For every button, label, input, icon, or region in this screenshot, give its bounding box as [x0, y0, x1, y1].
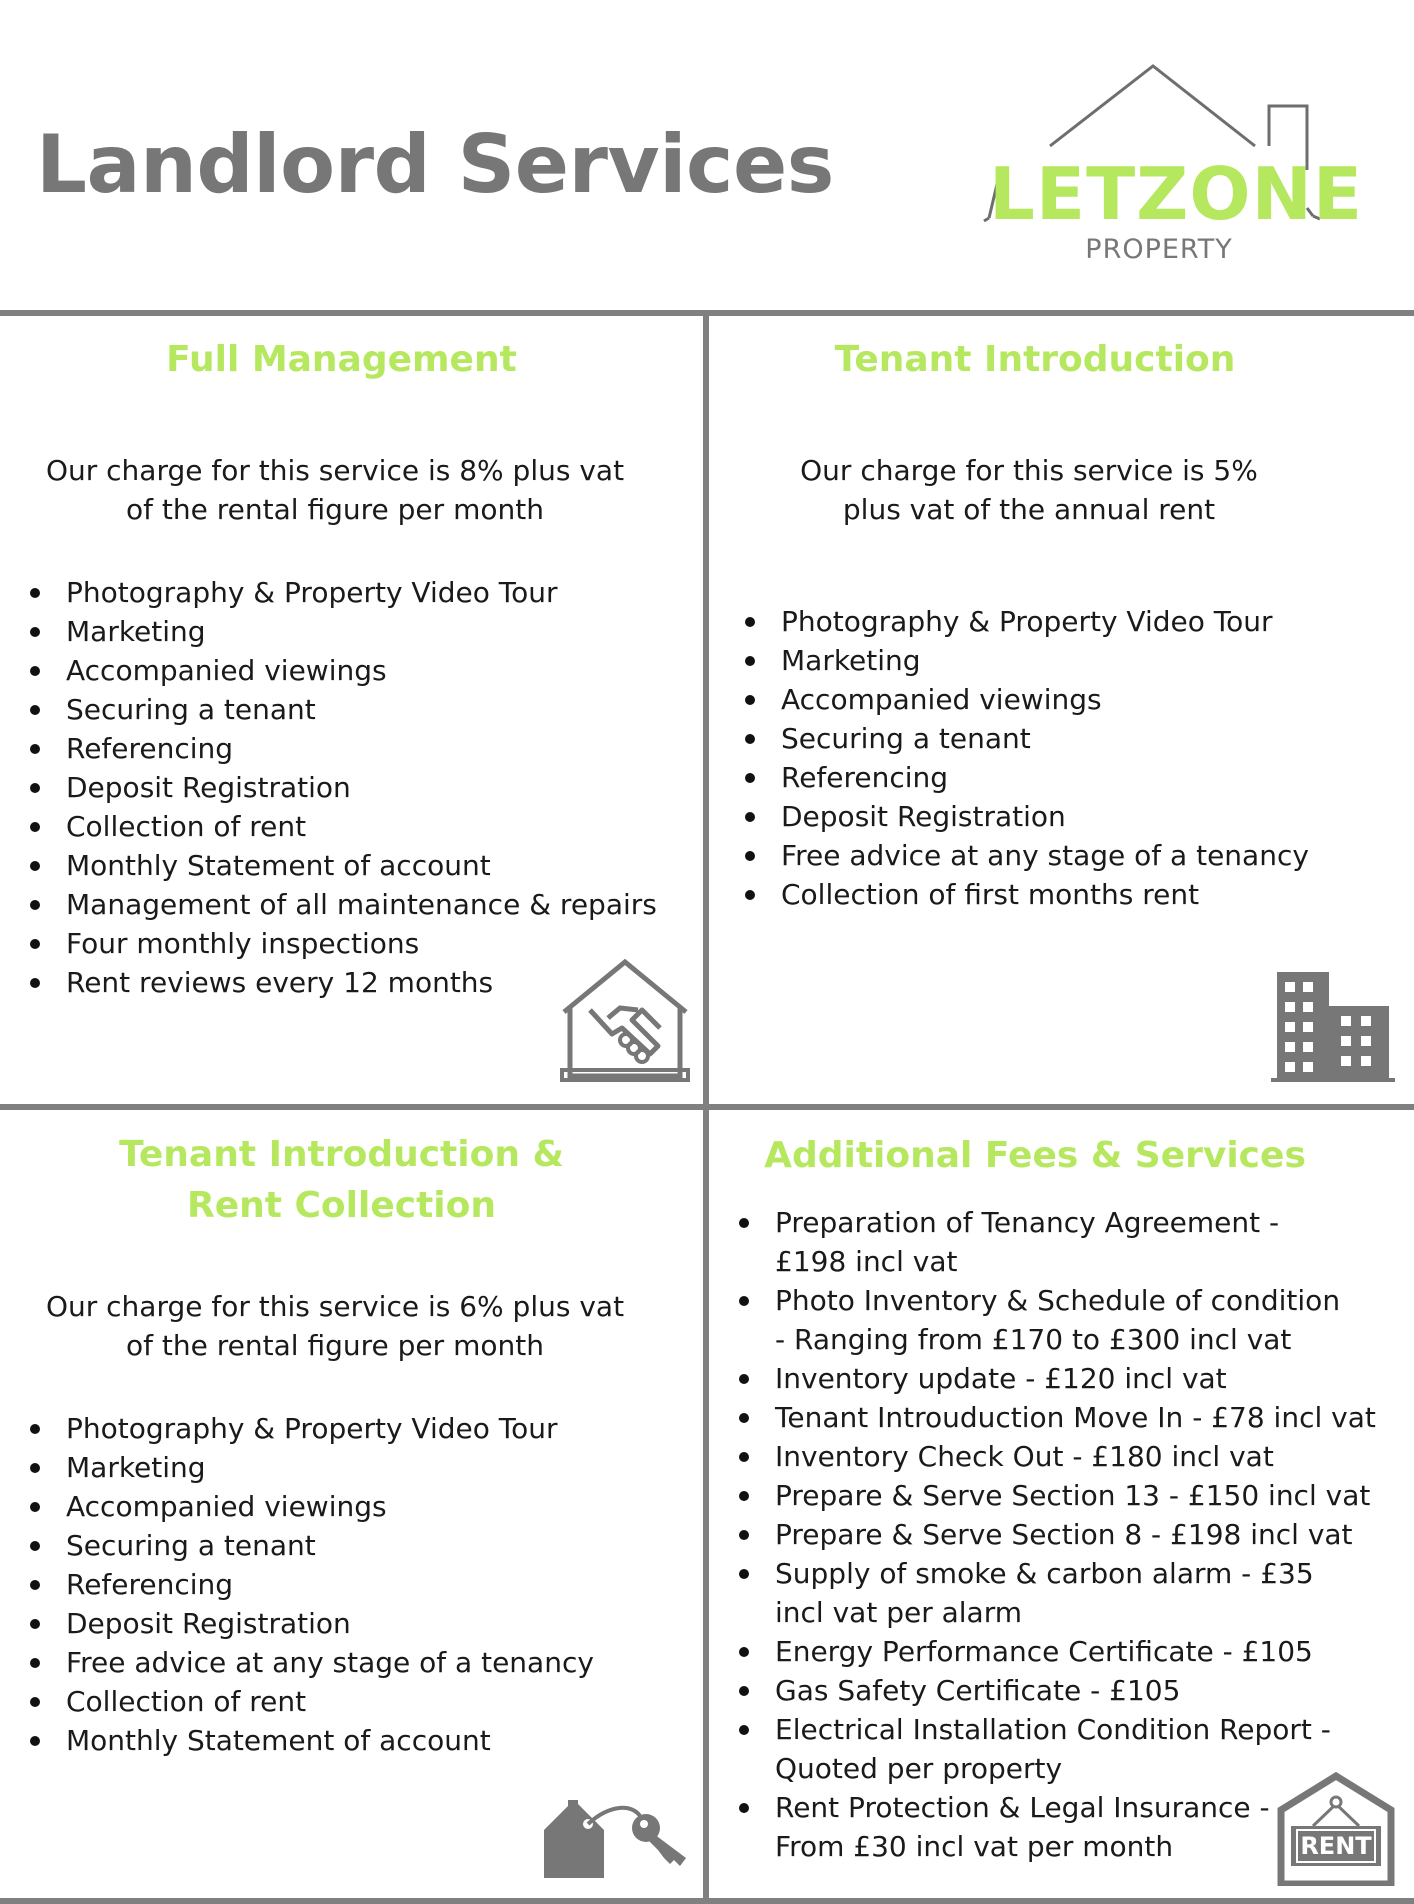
list-item: Photography & Property Video Tour [30, 573, 690, 612]
list-item: Inventory update - £120 incl vat [739, 1359, 1379, 1398]
list-item: Rent reviews every 12 months [30, 963, 690, 1002]
charge-line: Our charge for this service is 6% plus vat [45, 1290, 625, 1323]
rent-house-outline-icon [1277, 1772, 1395, 1886]
list-item: Monthly Statement of account [30, 846, 690, 885]
logo-brand: LETZONE [989, 152, 1364, 236]
house-key-icon [540, 1794, 690, 1884]
list-item: Tenant Introuduction Move In - £78 incl vat [739, 1398, 1399, 1437]
list-item: Accompanied viewings [30, 1487, 690, 1526]
rent-sign-label: RENT [1300, 1832, 1372, 1860]
charge-line: Our charge for this service is 5% [800, 454, 1258, 487]
list-item: Securing a tenant [30, 690, 690, 729]
buildings-icon [1271, 970, 1395, 1084]
list-item: Four monthly inspections [30, 924, 690, 963]
list-item: Prepare & Serve Section 8 - £198 incl vat [739, 1515, 1379, 1554]
page-title: Landlord Services [36, 118, 834, 211]
logo-subtitle: PROPERTY [1085, 234, 1233, 265]
section-title: Tenant Introduction [834, 339, 1236, 380]
list-item: Gas Safety Certificate - £105 [739, 1671, 1379, 1710]
list-item: Photo Inventory & Schedule of condition - Ranging from £170 to £300 incl vat [739, 1281, 1349, 1359]
list-item: Collection of first months rent [745, 875, 1395, 914]
charge-text [0, 451, 670, 529]
list-item: Marketing [745, 641, 1395, 680]
section-title [0, 1129, 683, 1231]
charge-line: Our charge for this service is 8% plus vat [45, 454, 625, 487]
service-list [739, 1203, 1379, 1866]
divider-vertical [703, 313, 709, 1904]
charge-text [709, 451, 1349, 529]
rent-sign-icon [1277, 1772, 1395, 1886]
list-item: Deposit Registration [30, 1604, 690, 1643]
list-item: Collection of rent [30, 1682, 690, 1721]
section-title-line: Rent Collection [186, 1185, 496, 1226]
charge-text [0, 1287, 670, 1365]
list-item: Marketing [30, 612, 690, 651]
service-list [745, 602, 1395, 914]
section-title: Additional Fees & Services [764, 1135, 1306, 1176]
charge-line: of the rental figure per month [126, 493, 544, 526]
list-item: Accompanied viewings [745, 680, 1395, 719]
list-item: Inventory Check Out - £180 incl vat [739, 1437, 1379, 1476]
list-item: Securing a tenant [30, 1526, 690, 1565]
list-item: Supply of smoke & carbon alarm - £35 incl vat per alarm [739, 1554, 1339, 1632]
list-item: Electrical Installation Condition Report - Quoted per property [739, 1710, 1339, 1788]
list-item: Referencing [30, 729, 690, 768]
charge-line: plus vat of the annual rent [842, 493, 1216, 526]
list-item: Deposit Registration [745, 797, 1395, 836]
list-item: Prepare & Serve Section 13 - £150 incl vat [739, 1476, 1379, 1515]
list-item: Monthly Statement of account [30, 1721, 690, 1760]
section-title: Full Management [166, 339, 517, 380]
list-item: Photography & Property Video Tour [30, 1409, 690, 1448]
list-item: Securing a tenant [745, 719, 1395, 758]
list-item: Management of all maintenance & repairs [30, 885, 690, 924]
list-item: Free advice at any stage of a tenancy [745, 836, 1395, 875]
list-item: Referencing [745, 758, 1395, 797]
list-item: Deposit Registration [30, 768, 690, 807]
charge-line: of the rental figure per month [126, 1329, 544, 1362]
list-item: Energy Performance Certificate - £105 [739, 1632, 1379, 1671]
letzone-logo [965, 58, 1364, 268]
service-list [30, 573, 690, 1002]
list-item: Marketing [30, 1448, 690, 1487]
list-item: Free advice at any stage of a tenancy [30, 1643, 690, 1682]
list-item: Referencing [30, 1565, 690, 1604]
list-item: Accompanied viewings [30, 651, 690, 690]
service-list [30, 1409, 690, 1760]
handshake-house-icon [560, 958, 690, 1084]
list-item: Collection of rent [30, 807, 690, 846]
list-item: Preparation of Tenancy Agreement - £198 incl vat [739, 1203, 1334, 1281]
list-item: Photography & Property Video Tour [745, 602, 1395, 641]
section-title-line: Tenant Introduction & [119, 1134, 564, 1175]
list-item: Rent Protection & Legal Insurance - From £30 incl vat per month [739, 1788, 1299, 1866]
